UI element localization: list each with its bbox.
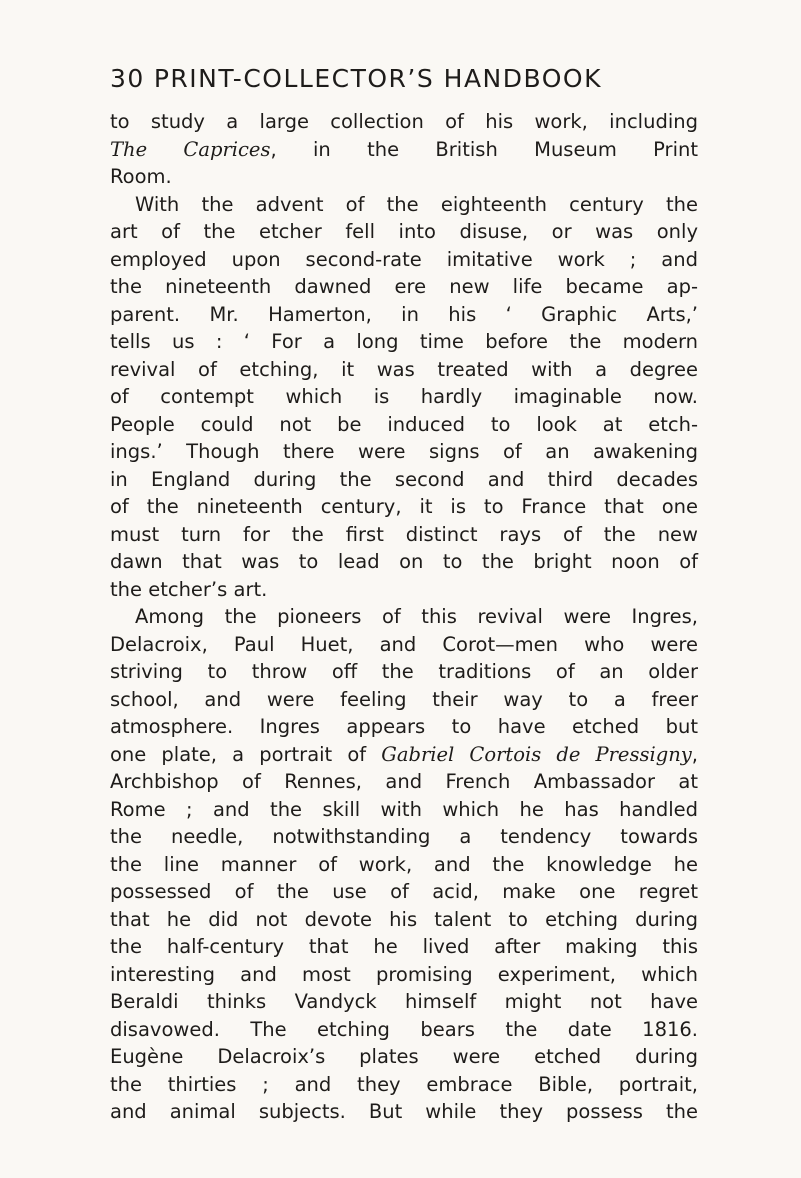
- page-number: 30: [110, 64, 145, 93]
- running-head-title: PRINT-COLLECTOR’S HANDBOOK: [153, 64, 602, 93]
- text-line: [110, 246, 698, 274]
- text-line: [110, 768, 698, 796]
- text-segment: possessed of the use of acid, make one regret: [110, 880, 698, 903]
- text-line: [110, 328, 698, 356]
- text-line: [110, 823, 698, 851]
- text-segment: tells us : ‘ For a long time before the modern: [110, 330, 698, 353]
- text-segment: employed upon second-rate imitative work ; and: [110, 247, 698, 271]
- italic-title: The Caprices: [110, 137, 271, 161]
- text-line: [110, 108, 698, 136]
- text-line: [110, 603, 698, 631]
- text-line: [110, 136, 698, 164]
- text-segment: ings.’ Though there were signs of an awakening: [110, 440, 698, 463]
- text-segment: the needle, notwithstanding a tendency towards: [110, 825, 698, 848]
- text-line: [110, 191, 698, 219]
- text-line: [110, 878, 698, 906]
- body-text: [110, 108, 698, 1126]
- text-line: [110, 686, 698, 714]
- text-segment: interesting and most promising experiment, which: [110, 962, 698, 986]
- text-line: [110, 438, 698, 466]
- text-line: [110, 741, 698, 769]
- text-segment: the half-century that he lived after making this: [110, 935, 698, 958]
- text-line: [110, 356, 698, 384]
- text-segment: Rome ; and the skill with which he has handled: [110, 797, 698, 821]
- text-line: [110, 273, 698, 301]
- text-line: [110, 576, 698, 604]
- text-segment: Room.: [110, 165, 172, 188]
- text-line: [110, 1071, 698, 1099]
- text-line: [110, 548, 698, 576]
- italic-title: Gabriel Cortois de Pressigny: [381, 742, 692, 766]
- text-line: [110, 1016, 698, 1044]
- text-line: [110, 906, 698, 934]
- text-line: [110, 658, 698, 686]
- text-segment: must turn for the first distinct rays of the new: [110, 522, 698, 546]
- text-segment: atmosphere. Ingres appears to have etched but: [110, 715, 698, 738]
- text-segment: the line manner of work, and the knowledge he: [110, 852, 698, 876]
- text-segment: Beraldi thinks Vandyck himself might not have: [110, 990, 698, 1013]
- text-line: [110, 411, 698, 439]
- text-segment: Eugène Delacroix’s plates were etched during: [110, 1045, 698, 1068]
- text-segment: Among the pioneers of this revival were Ingres,: [135, 605, 698, 628]
- text-segment: People could not be induced to look at etch-: [110, 412, 698, 436]
- text-segment: one plate, a portrait of: [110, 742, 382, 766]
- text-segment: the nineteenth dawned ere new life became ap-: [110, 275, 698, 298]
- text-line: [110, 383, 698, 411]
- text-line: [110, 631, 698, 659]
- text-segment: parent. Mr. Hamerton, in his ‘ Graphic Arts,’: [110, 302, 698, 326]
- text-segment: in England during the second and third decades: [110, 467, 698, 491]
- text-segment: ,: [691, 742, 698, 766]
- text-segment: the thirties ; and they embrace Bible, portrait,: [110, 1072, 698, 1096]
- text-segment: revival of etching, it was treated with a degree: [110, 357, 698, 381]
- text-segment: striving to throw off the traditions of an older: [110, 660, 698, 683]
- text-segment: , in the British Museum Print: [270, 137, 698, 161]
- text-segment: disavowed. The etching bears the date 1816.: [110, 1017, 698, 1041]
- text-line: [110, 521, 698, 549]
- text-line: [110, 961, 698, 989]
- text-segment: school, and were feeling their way to a freer: [110, 687, 698, 711]
- text-line: [110, 988, 698, 1016]
- text-line: [110, 796, 698, 824]
- text-segment: Delacroix, Paul Huet, and Corot—men who were: [110, 632, 698, 656]
- text-segment: art of the etcher fell into disuse, or was only: [110, 220, 698, 243]
- text-segment: of contempt which is hardly imaginable now.: [110, 385, 698, 408]
- book-page: [110, 62, 698, 1126]
- text-segment: of the nineteenth century, it is to France that one: [110, 495, 698, 518]
- text-line: [110, 1043, 698, 1071]
- text-line: [110, 301, 698, 329]
- text-segment: to study a large collection of his work, including: [110, 110, 698, 133]
- text-segment: the etcher’s art.: [110, 577, 268, 601]
- text-segment: With the advent of the eighteenth century the: [135, 192, 698, 216]
- text-segment: dawn that was to lead on to the bright noon of: [110, 550, 698, 573]
- text-line: [110, 851, 698, 879]
- text-segment: and animal subjects. But while they possess the: [110, 1100, 698, 1123]
- text-line: [110, 933, 698, 961]
- text-line: [110, 713, 698, 741]
- text-segment: that he did not devote his talent to etching during: [110, 907, 698, 931]
- running-head: [110, 62, 698, 96]
- text-line: [110, 163, 698, 191]
- text-line: [110, 1098, 698, 1126]
- text-line: [110, 466, 698, 494]
- text-segment: Archbishop of Rennes, and French Ambassador at: [110, 770, 698, 793]
- text-line: [110, 218, 698, 246]
- text-line: [110, 493, 698, 521]
